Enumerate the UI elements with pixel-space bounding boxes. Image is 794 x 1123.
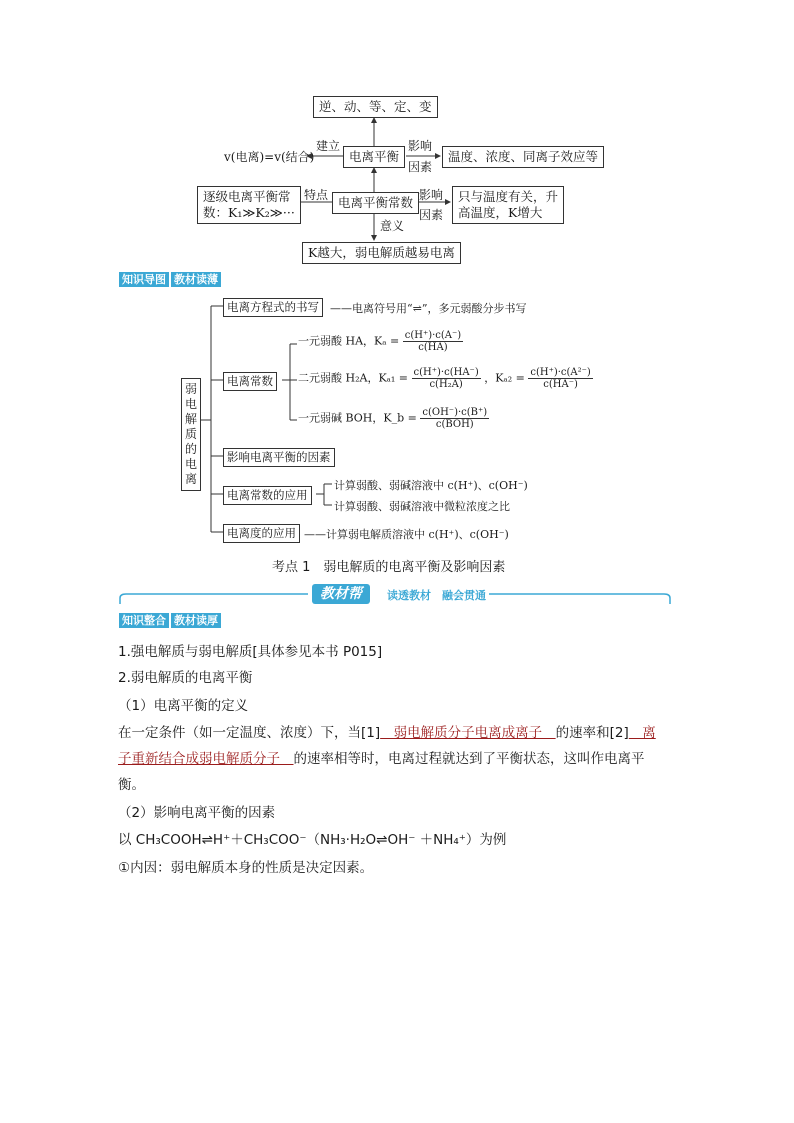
mm-b4-1: 计算弱酸、弱碱溶液中 c(H⁺)、c(OH⁻) (334, 479, 528, 492)
cm-const-node: 电离平衡常数 (332, 192, 419, 214)
mm-b2-2 (298, 367, 593, 390)
cm-right-label-2: 因素 (408, 160, 433, 174)
mm-b2-3-den: c(BOH) (435, 419, 474, 430)
body-line-4-a: 在一定条件（如一定温度、浓度）下，当[1] (118, 725, 381, 741)
cm-left-node: v(电离)=v(结合) (224, 150, 315, 164)
mm-branch-1-note: ——电离符号用“⇌”，多元弱酸分步书写 (330, 302, 527, 315)
mm-b2-2-num: c(H⁺)·c(HA⁻) (413, 367, 479, 378)
mm-b4-2: 计算弱酸、弱碱溶液中微粒浓度之比 (334, 500, 510, 513)
tag-knowledge-integration (119, 613, 221, 628)
answer-2-part-1: 离 (628, 725, 656, 741)
banner-main: 教材帮 (312, 584, 370, 604)
mm-branch-2: 电离常数 (223, 372, 277, 391)
cm-feature-label: 特点 (304, 188, 329, 202)
cm-bottom-node: K越大，弱电解质越易电离 (302, 242, 461, 264)
mm-branch-4: 电离常数的应用 (223, 486, 312, 505)
mm-b2-2-frac (412, 367, 481, 390)
body-line-4 (118, 721, 656, 741)
mm-b2-3-num: c(OH⁻)·c(B⁺) (422, 407, 488, 418)
tag-knowledge-map-a: 知识导图 (119, 272, 169, 287)
mm-b2-1-frac (403, 330, 463, 353)
tag-knowledge-integration-b: 教材读厚 (171, 613, 221, 628)
cm-feature-line-2: 数：K₁≫K₂≫··· (203, 205, 295, 220)
body-line-4-c: 的速率和[2] (555, 725, 629, 741)
mm-branch-5: 电离度的应用 (223, 524, 300, 543)
mm-branch-5-note: ——计算弱电解质溶液中 c(H⁺)、c(OH⁻) (304, 528, 509, 541)
body-line-3: （1）电离平衡的定义 (118, 698, 249, 714)
mm-b2-3-frac (420, 407, 489, 430)
body-line-8: 以 CH₃COOH⇌H⁺＋CH₃COO⁻（NH₃·H₂O⇌OH⁻ ＋NH₄⁺）为例 (118, 832, 507, 848)
cm-left-label: 建立 (316, 139, 341, 153)
mm-b2-2-label: 二元弱酸 H₂A，Kₐ₁ = (298, 371, 409, 385)
body-line-5-b: 的速率相等时，电离过程就达到了平衡状态，这叫作电离平 (293, 751, 645, 767)
mm-b2-2b-frac (528, 367, 593, 390)
cm-meaning-label: 意义 (380, 219, 405, 233)
mm-branch-3: 影响电离平衡的因素 (223, 448, 335, 467)
body-line-7: （2）影响电离平衡的因素 (118, 805, 276, 821)
body-line-2: 2.弱电解质的电离平衡 (118, 670, 253, 686)
mm-b2-1-den: c(HA) (418, 342, 448, 353)
body-line-6: 衡。 (118, 777, 145, 793)
body-line-9: ①内因：弱电解质本身的性质是决定因素。 (118, 860, 374, 876)
section-title: 考点 1 弱电解质的电离平衡及影响因素 (272, 560, 506, 575)
mm-b2-1-label: 一元弱酸 HA，Kₐ = (298, 334, 400, 348)
cm-feature-line-1: 逐级电离平衡常 (203, 189, 291, 204)
tag-knowledge-map-b: 教材读薄 (171, 272, 221, 287)
mm-b2-3 (298, 407, 489, 430)
answer-1: 弱电解质分子电离成离子 (380, 725, 556, 741)
mm-b2-2b-label: ，Kₐ₂ = (484, 371, 525, 385)
cm-inf2-label-1: 影响 (419, 188, 444, 202)
cm-inf2-line-1: 只与温度有关，升 (458, 189, 559, 204)
mm-b2-1-num: c(H⁺)·c(A⁻) (404, 330, 462, 341)
mm-b2-1 (298, 330, 463, 353)
mm-b2-3-label: 一元弱碱 BOH，K_b = (298, 411, 417, 425)
mm-branch-1: 电离方程式的书写 (223, 298, 323, 317)
mm-b2-2b-den: c(HA⁻) (543, 379, 578, 390)
mm-b2-2-den: c(H₂A) (429, 379, 463, 390)
answer-2-part-2: 子重新结合成弱电解质分子 (118, 751, 294, 767)
cm-top-node: 逆、动、等、定、变 (313, 96, 438, 118)
mindmap-connectors (0, 0, 794, 560)
banner-sub: 读透教材 融会贯通 (384, 587, 489, 603)
cm-center-node: 电离平衡 (343, 146, 405, 168)
cm-inf2-line-2: 高温度，K增大 (458, 205, 543, 220)
mindmap-root (181, 378, 201, 491)
body-line-1: 1.强电解质与弱电解质[具体参见本书 P015] (118, 644, 383, 660)
cm-inf2-label-2: 因素 (419, 208, 444, 222)
cm-right-label-1: 影响 (408, 139, 433, 153)
body-line-5 (118, 747, 645, 767)
mindmap-root-text: 弱电解质的电离 (185, 382, 198, 486)
tag-knowledge-integration-a: 知识整合 (119, 613, 169, 628)
cm-right-node: 温度、浓度、同离子效应等 (442, 146, 604, 168)
mm-b2-2b-num: c(H⁺)·c(A²⁻) (530, 367, 591, 378)
